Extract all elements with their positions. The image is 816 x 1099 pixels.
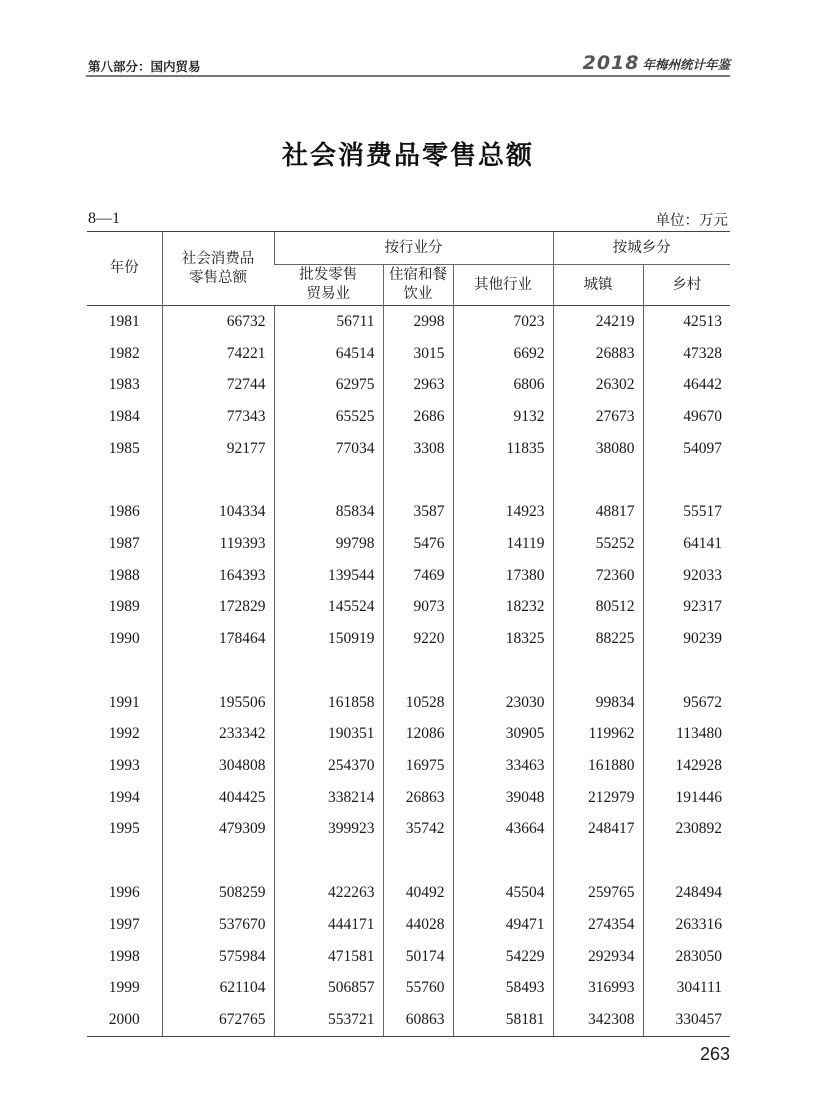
cell-other: 17380 [453, 560, 553, 592]
cell-other: 30905 [453, 719, 553, 751]
cell-total: 164393 [162, 560, 274, 592]
spacer-cell [453, 464, 553, 496]
cell-wholesale-retail: 139544 [274, 560, 383, 592]
cell-wholesale-retail: 471581 [274, 941, 383, 973]
cell-total: 66732 [162, 306, 274, 338]
cell-urban: 72360 [553, 560, 643, 592]
cell-urban: 48817 [553, 496, 643, 528]
cell-rural: 283050 [643, 941, 730, 973]
book-header [583, 52, 730, 74]
cell-wholesale-retail: 77034 [274, 433, 383, 465]
header-accommodation-catering-text: 住宿和餐饮业 [389, 267, 447, 302]
cell-year: 1983 [108, 376, 140, 394]
table-row [87, 592, 730, 624]
cell-year: 1991 [108, 693, 140, 711]
header-urban: 城镇 [553, 265, 643, 306]
cell-accommodation-catering: 40492 [383, 877, 453, 909]
cell-urban: 27673 [553, 401, 643, 433]
cell-urban: 26883 [553, 338, 643, 370]
cell-wholesale-retail: 422263 [274, 877, 383, 909]
cell-rural: 47328 [643, 338, 730, 370]
cell-accommodation-catering: 2686 [383, 401, 453, 433]
header-year: 年份 [87, 232, 162, 306]
cell-total: 172829 [162, 592, 274, 624]
spacer-cell [87, 464, 162, 496]
table-row [87, 782, 730, 814]
spacer-cell [643, 845, 730, 877]
table-row [87, 338, 730, 370]
cell-rural: 248494 [643, 877, 730, 909]
cell-rural: 49670 [643, 401, 730, 433]
spacer-cell [87, 655, 162, 687]
cell-rural: 263316 [643, 909, 730, 941]
cell-total: 304808 [162, 750, 274, 782]
cell-other: 11835 [453, 433, 553, 465]
cell-year: 1995 [108, 820, 140, 838]
cell-rural: 113480 [643, 719, 730, 751]
cell-urban: 248417 [553, 814, 643, 846]
cell-other: 6692 [453, 338, 553, 370]
header-total [162, 232, 274, 306]
header-total-text: 社会消费品零售总额 [181, 250, 255, 286]
cell-wholesale-retail: 444171 [274, 909, 383, 941]
cell-other: 49471 [453, 909, 553, 941]
cell-accommodation-catering: 2998 [383, 306, 453, 338]
table-row [87, 909, 730, 941]
cell-urban: 99834 [553, 687, 643, 719]
cell-wholesale-retail: 150919 [274, 623, 383, 655]
table-row [87, 306, 730, 338]
cell-total: 119393 [162, 528, 274, 560]
cell-other: 43664 [453, 814, 553, 846]
cell-urban: 119962 [553, 719, 643, 751]
cell-accommodation-catering: 7469 [383, 560, 453, 592]
table-row [87, 972, 730, 1004]
cell-wholesale-retail: 99798 [274, 528, 383, 560]
cell-total: 195506 [162, 687, 274, 719]
cell-total: 92177 [162, 433, 274, 465]
cell-year: 2000 [87, 1004, 162, 1036]
cell-accommodation-catering: 60863 [383, 1004, 453, 1036]
cell-accommodation-catering: 2963 [383, 369, 453, 401]
page-number: 263 [699, 1044, 730, 1064]
cell-total: 575984 [162, 941, 274, 973]
spacer-cell [274, 464, 383, 496]
cell-wholesale-retail: 145524 [274, 592, 383, 624]
table-row [87, 623, 730, 655]
unit-label: 单位：万元 [655, 213, 728, 229]
spacer-cell [453, 845, 553, 877]
cell-other: 58181 [453, 1004, 553, 1036]
cell-accommodation-catering: 3015 [383, 338, 453, 370]
cell-urban: 88225 [553, 623, 643, 655]
spacer-cell [383, 655, 453, 687]
cell-accommodation-catering: 12086 [383, 719, 453, 751]
cell-wholesale-retail: 254370 [274, 750, 383, 782]
cell-rural: 54097 [643, 433, 730, 465]
cell-accommodation-catering: 3587 [383, 496, 453, 528]
cell-urban: 316993 [553, 972, 643, 1004]
cell-rural: 64141 [643, 528, 730, 560]
cell-wholesale-retail: 62975 [274, 369, 383, 401]
cell-wholesale-retail: 85834 [274, 496, 383, 528]
cell-other: 54229 [453, 941, 553, 973]
cell-other: 7023 [453, 306, 553, 338]
cell-accommodation-catering: 55760 [383, 972, 453, 1004]
cell-accommodation-catering: 16975 [383, 750, 453, 782]
cell-year: 1988 [108, 566, 140, 584]
cell-urban: 55252 [553, 528, 643, 560]
cell-other: 14923 [453, 496, 553, 528]
cell-rural: 55517 [643, 496, 730, 528]
spacer-cell [162, 655, 274, 687]
cell-wholesale-retail: 65525 [274, 401, 383, 433]
cell-other: 18232 [453, 592, 553, 624]
cell-wholesale-retail: 64514 [274, 338, 383, 370]
table-row [87, 560, 730, 592]
cell-year: 1993 [108, 757, 140, 775]
section-header: 第八部分：国内贸易 [88, 59, 201, 74]
cell-other: 45504 [453, 877, 553, 909]
cell-urban: 212979 [553, 782, 643, 814]
spacer-row [87, 655, 730, 687]
header-divider [86, 75, 730, 77]
cell-total: 233342 [162, 719, 274, 751]
cell-rural: 191446 [643, 782, 730, 814]
cell-total: 537670 [162, 909, 274, 941]
table-row [87, 941, 730, 973]
table-row [87, 528, 730, 560]
cell-year: 1990 [108, 630, 140, 648]
book-title: 年梅州统计年鉴 [642, 57, 730, 72]
header-accommodation-catering [383, 265, 453, 306]
cell-urban: 38080 [553, 433, 643, 465]
cell-wholesale-retail: 161858 [274, 687, 383, 719]
cell-total: 404425 [162, 782, 274, 814]
cell-year: 1994 [108, 788, 140, 806]
cell-wholesale-retail: 56711 [274, 306, 383, 338]
cell-total: 621104 [162, 972, 274, 1004]
cell-urban: 292934 [553, 941, 643, 973]
spacer-cell [643, 655, 730, 687]
cell-total: 77343 [162, 401, 274, 433]
cell-rural: 42513 [643, 306, 730, 338]
table-row [87, 433, 730, 465]
cell-accommodation-catering: 10528 [383, 687, 453, 719]
cell-year: 1982 [108, 344, 140, 362]
table-row [87, 401, 730, 433]
table-row [87, 877, 730, 909]
cell-wholesale-retail: 506857 [274, 972, 383, 1004]
table-row [87, 814, 730, 846]
cell-wholesale-retail: 190351 [274, 719, 383, 751]
cell-other: 39048 [453, 782, 553, 814]
cell-total: 72744 [162, 369, 274, 401]
cell-urban: 274354 [553, 909, 643, 941]
spacer-cell [162, 845, 274, 877]
cell-total: 74221 [162, 338, 274, 370]
table-row [87, 369, 730, 401]
cell-total: 104334 [162, 496, 274, 528]
cell-accommodation-catering: 44028 [383, 909, 453, 941]
cell-year: 1999 [108, 979, 140, 997]
cell-rural: 142928 [643, 750, 730, 782]
page-title: 社会消费品零售总额 [281, 141, 534, 171]
spacer-cell [87, 845, 162, 877]
cell-year: 1992 [108, 725, 140, 743]
retail-sales-table [87, 231, 730, 1037]
cell-year: 1997 [108, 915, 140, 933]
book-year: 2018 [582, 52, 640, 74]
table-row [87, 496, 730, 528]
cell-total: 672765 [162, 1004, 274, 1036]
table-row [87, 687, 730, 719]
cell-wholesale-retail: 553721 [274, 1004, 383, 1036]
cell-accommodation-catering: 3308 [383, 433, 453, 465]
header-by-area: 按城乡分 [553, 232, 730, 265]
header-by-industry: 按行业分 [274, 232, 553, 265]
spacer-cell [553, 464, 643, 496]
cell-urban: 259765 [553, 877, 643, 909]
cell-rural: 304111 [643, 972, 730, 1004]
table-body [87, 306, 730, 1037]
cell-rural: 230892 [643, 814, 730, 846]
cell-accommodation-catering: 9073 [383, 592, 453, 624]
spacer-row [87, 845, 730, 877]
spacer-cell [553, 655, 643, 687]
spacer-cell [553, 845, 643, 877]
cell-rural: 95672 [643, 687, 730, 719]
cell-year: 1984 [108, 407, 140, 425]
cell-urban: 80512 [553, 592, 643, 624]
cell-urban: 24219 [553, 306, 643, 338]
spacer-cell [383, 845, 453, 877]
cell-rural: 46442 [643, 369, 730, 401]
cell-urban: 26302 [553, 369, 643, 401]
cell-year: 1986 [108, 503, 140, 521]
cell-other: 14119 [453, 528, 553, 560]
cell-rural: 330457 [643, 1004, 730, 1036]
cell-accommodation-catering: 5476 [383, 528, 453, 560]
cell-wholesale-retail: 338214 [274, 782, 383, 814]
cell-wholesale-retail: 399923 [274, 814, 383, 846]
cell-other: 23030 [453, 687, 553, 719]
table-row [87, 1004, 730, 1036]
table-row [87, 750, 730, 782]
table-row [87, 719, 730, 751]
spacer-cell [274, 655, 383, 687]
cell-total: 508259 [162, 877, 274, 909]
spacer-cell [274, 845, 383, 877]
cell-accommodation-catering: 26863 [383, 782, 453, 814]
cell-other: 33463 [453, 750, 553, 782]
cell-year: 1987 [108, 534, 140, 552]
cell-urban: 161880 [553, 750, 643, 782]
spacer-cell [643, 464, 730, 496]
cell-total: 178464 [162, 623, 274, 655]
header-rural: 乡村 [643, 265, 730, 306]
cell-rural: 92033 [643, 560, 730, 592]
cell-accommodation-catering: 9220 [383, 623, 453, 655]
header-other: 其他行业 [453, 265, 553, 306]
header-wholesale-retail [274, 265, 383, 306]
cell-accommodation-catering: 35742 [383, 814, 453, 846]
cell-other: 18325 [453, 623, 553, 655]
cell-other: 6806 [453, 369, 553, 401]
cell-year: 1989 [108, 598, 140, 616]
table-id: 8—1 [88, 210, 120, 227]
header-wholesale-retail-text: 批发零售贸易业 [299, 267, 358, 302]
spacer-cell [453, 655, 553, 687]
cell-rural: 92317 [643, 592, 730, 624]
cell-other: 58493 [453, 972, 553, 1004]
spacer-cell [162, 464, 274, 496]
cell-rural: 90239 [643, 623, 730, 655]
cell-year: 1981 [108, 312, 140, 330]
spacer-cell [383, 464, 453, 496]
cell-year: 1998 [108, 947, 140, 965]
spacer-row [87, 464, 730, 496]
cell-other: 9132 [453, 401, 553, 433]
cell-total: 479309 [162, 814, 274, 846]
cell-year: 1985 [108, 439, 140, 457]
cell-accommodation-catering: 50174 [383, 941, 453, 973]
cell-year: 1996 [108, 884, 140, 902]
cell-urban: 342308 [553, 1004, 643, 1036]
